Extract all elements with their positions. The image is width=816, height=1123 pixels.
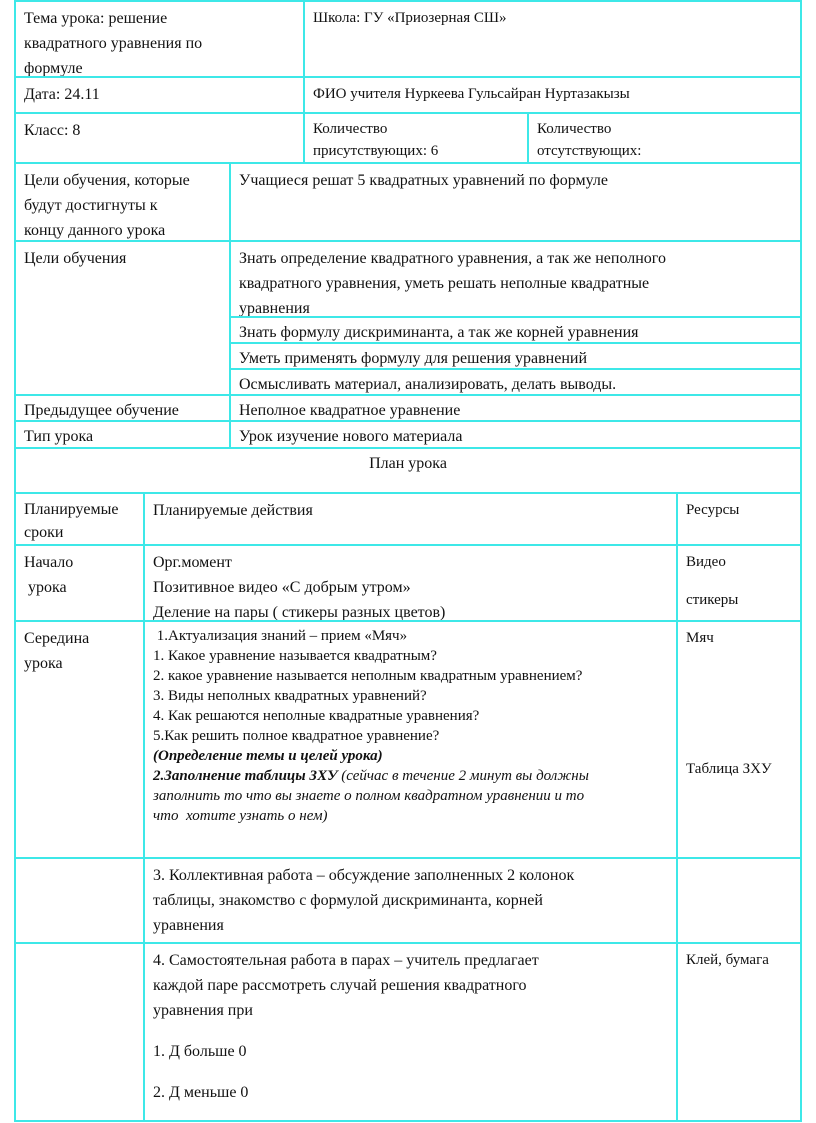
- action-line: 3. Виды неполных квадратных уравнений?: [153, 688, 427, 704]
- objectives-label-text: Цели обучения: [24, 250, 127, 267]
- table-fill-note: что хотите узнать о нем): [153, 808, 328, 824]
- start-resources: [676, 544, 802, 622]
- pairs-timing: [14, 942, 145, 1122]
- action-line: 4. Как решаются неполные квадратные уравнения?: [153, 708, 480, 724]
- collective-actions: [143, 857, 678, 944]
- lesson-type-label-text: Тип урока: [24, 428, 94, 445]
- action-line: 1. Какое уравнение называется квадратным?: [153, 648, 437, 664]
- middle-resources: [676, 620, 802, 859]
- present-line: Количество: [313, 121, 388, 137]
- start-actions: [143, 544, 678, 622]
- plan-header-resources: [676, 492, 802, 546]
- action-line: 2. какое уравнение называется неполным квадратным уравнением?: [153, 668, 583, 684]
- achieved-goals-value: [229, 162, 802, 242]
- label-line: Цели обучения, которые: [24, 172, 190, 189]
- present-cell: [303, 112, 529, 164]
- prior-label-text: Предыдущее обучение: [24, 402, 179, 419]
- header-line: Ресурсы: [686, 502, 740, 518]
- header-line: Планируемые действия: [153, 502, 313, 519]
- class-cell: [14, 112, 305, 164]
- achieved-goal-text: Учащиеся решат 5 квадратных уравнений по формуле: [239, 172, 608, 189]
- resource-item: Клей, бумага: [686, 952, 769, 968]
- timing-line: Начало: [24, 554, 74, 571]
- action-line: 4. Самостоятельная работа в парах – учитель предлагает: [153, 952, 539, 969]
- action-line: уравнения: [153, 917, 224, 934]
- middle-actions: [143, 620, 678, 859]
- action-line: 3. Коллективная работа – обсуждение заполненных 2 колонок: [153, 867, 575, 884]
- spacer: [153, 1064, 668, 1080]
- topic-line: квадратного уравнения по: [24, 35, 203, 52]
- table-fill-title: 2.Заполнение таблицы ЗХУ: [153, 768, 338, 784]
- action-line: 5.Как решить полное квадратное уравнение?: [153, 728, 440, 744]
- action-line: уравнения при: [153, 1002, 253, 1019]
- lesson-date: Дата: 24.11: [24, 86, 100, 103]
- spacer: [153, 1023, 668, 1039]
- objective-line: квадратного уравнения, уметь решать неполные квадратные: [239, 275, 650, 292]
- collective-resources: [676, 857, 802, 944]
- prior-value-text: Неполное квадратное уравнение: [239, 402, 461, 419]
- table-fill-note: заполнить то что вы знаете о полном квадратном уравнении и то: [153, 788, 585, 804]
- action-line: таблицы, знакомство с формулой дискриминанта, корней: [153, 892, 543, 909]
- timing-line: урока: [24, 579, 67, 596]
- action-line: каждой паре рассмотреть случай решения квадратного: [153, 977, 527, 994]
- teacher-cell: [303, 76, 802, 114]
- pairs-resources: [676, 942, 802, 1122]
- start-timing: [14, 544, 145, 622]
- objective-item: [229, 316, 802, 344]
- objective-line: Знать формулу дискриминанта, а так же корней уравнения: [239, 324, 639, 341]
- objective-line: Знать определение квадратного уравнения, а так же неполного: [239, 250, 666, 267]
- pairs-actions: [143, 942, 678, 1122]
- objective-line: Уметь применять формулу для решения уравнений: [239, 350, 588, 367]
- resource-item: Таблица ЗХУ: [686, 761, 772, 777]
- resource-item: стикеры: [686, 592, 739, 608]
- absent-cell: [527, 112, 802, 164]
- action-line: Деление на пары ( стикеры разных цветов): [153, 604, 446, 621]
- objective-item: [229, 368, 802, 396]
- table-fill-note: (сейчас в течение 2 минут вы должны: [337, 768, 589, 784]
- school-name: Школа: ГУ «Приозерная СШ»: [313, 10, 507, 26]
- achieved-goals-label: [14, 162, 231, 242]
- topic-definition-note: (Определение темы и целей урока): [153, 748, 383, 764]
- objective-line: Осмысливать материал, анализировать, делать выводы.: [239, 376, 617, 393]
- plan-header-actions: [143, 492, 678, 546]
- objective-item: [229, 240, 802, 318]
- lesson-type-value-text: Урок изучение нового материала: [239, 428, 463, 445]
- case-line: 1. Д больше 0: [153, 1043, 247, 1060]
- header-line: сроки: [24, 524, 64, 541]
- teacher-name: ФИО учителя Нуркеева Гульсайран Нуртазакызы: [313, 86, 630, 102]
- collective-timing: [14, 857, 145, 944]
- lesson-type-label: [14, 420, 231, 449]
- topic-line: Тема урока: решение: [24, 10, 168, 27]
- school-cell: [303, 0, 802, 78]
- plan-header-timing: [14, 492, 145, 546]
- prior-learning-label: [14, 394, 231, 422]
- label-line: концу данного урока: [24, 222, 166, 239]
- action-line: 1.Актуализация знаний – прием «Мяч»: [153, 628, 408, 644]
- label-line: будут достигнуты к: [24, 197, 158, 214]
- topic-cell: [14, 0, 305, 78]
- header-line: Планируемые: [24, 501, 119, 518]
- topic-line: формуле: [24, 60, 83, 77]
- action-line: Орг.момент: [153, 554, 232, 571]
- absent-line: отсутствующих:: [537, 143, 642, 159]
- prior-learning-value: [229, 394, 802, 422]
- lesson-type-value: [229, 420, 802, 449]
- resource-item: Видео: [686, 554, 726, 570]
- present-line: присутствующих: 6: [313, 143, 439, 159]
- plan-title-cell: [14, 447, 802, 494]
- class-value: Класс: 8: [24, 122, 81, 139]
- timing-line: урока: [24, 655, 63, 672]
- plan-title: План урока: [369, 455, 447, 472]
- timing-line: Середина: [24, 630, 90, 647]
- table-fill-line: [153, 766, 668, 786]
- middle-timing: [14, 620, 145, 859]
- date-cell: [14, 76, 305, 114]
- absent-line: Количество: [537, 121, 612, 137]
- objective-line: уравнения: [239, 300, 310, 317]
- action-line: Позитивное видео «С добрым утром»: [153, 579, 411, 596]
- objective-item: [229, 342, 802, 370]
- case-line: 2. Д меньше 0: [153, 1084, 249, 1101]
- resource-item: Мяч: [686, 630, 714, 646]
